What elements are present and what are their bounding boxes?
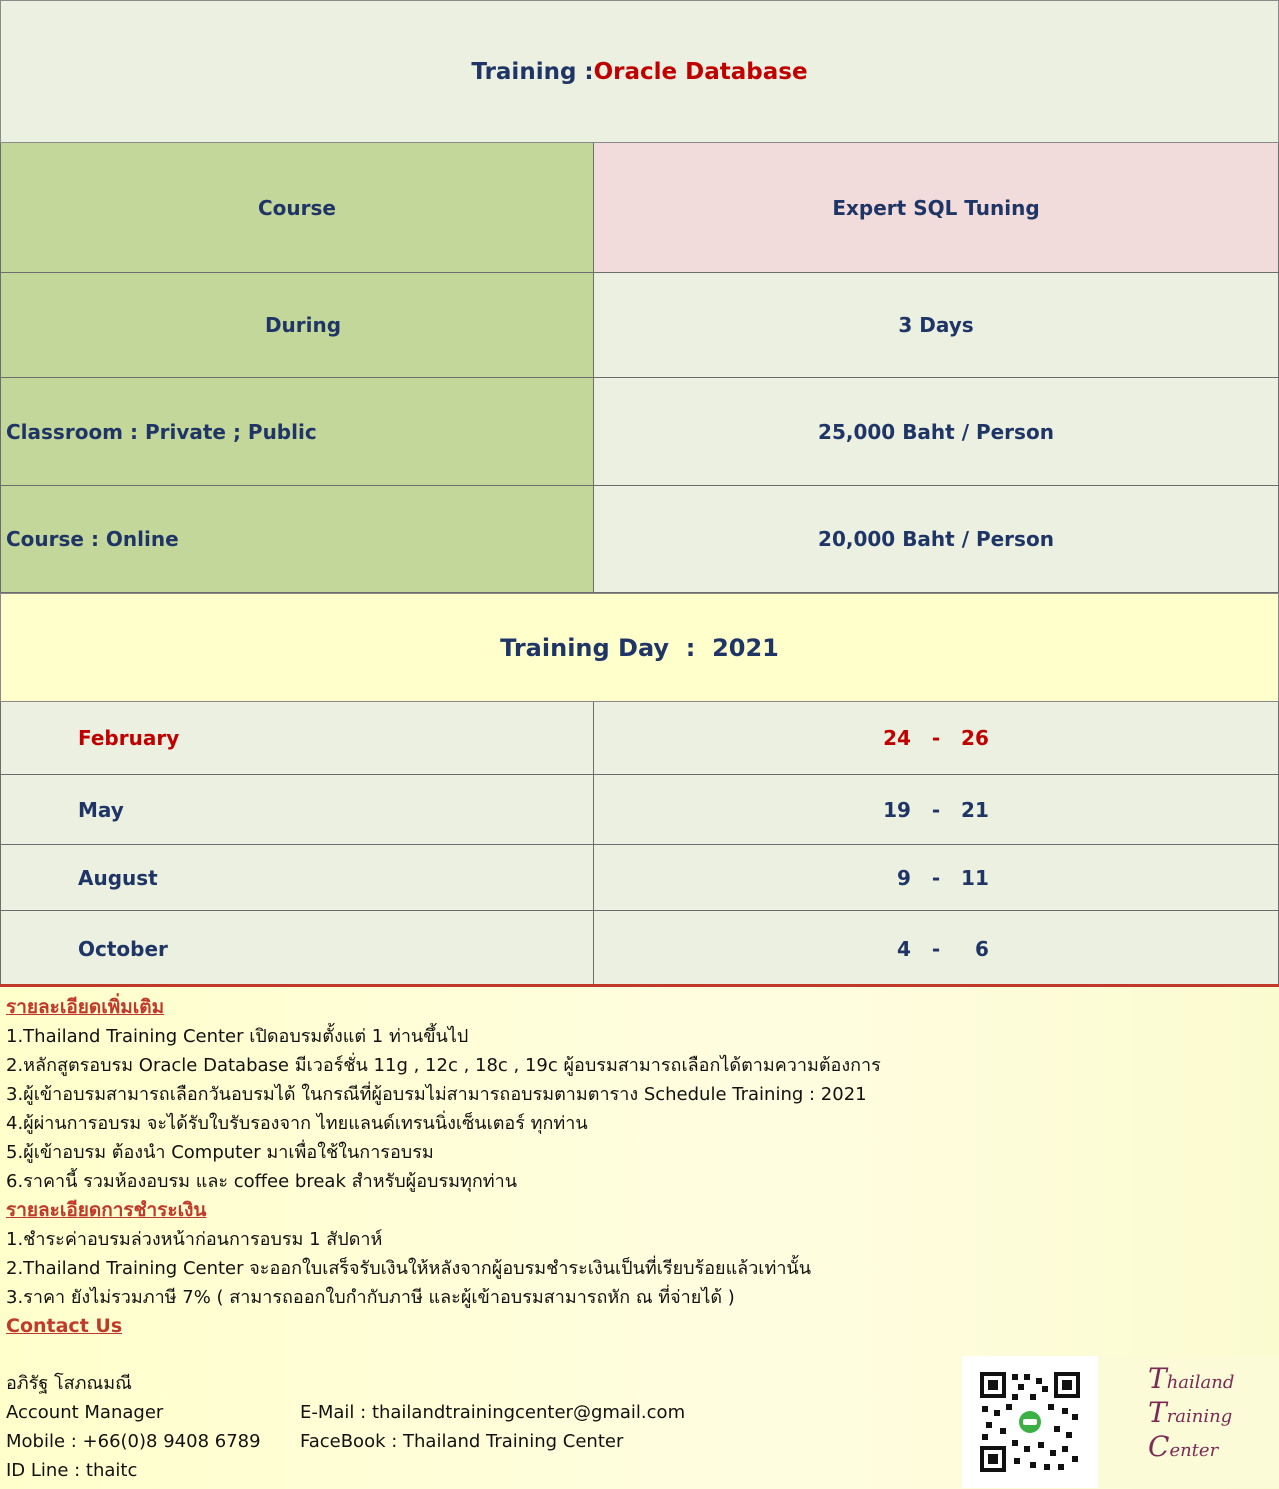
contact-name: อภิรัฐ โสภณมณี xyxy=(6,1373,132,1394)
schedule-table xyxy=(0,702,1279,987)
schedule-row xyxy=(0,775,1279,845)
title-label: Training : xyxy=(471,58,594,85)
title-value: Oracle Database xyxy=(593,58,808,85)
course-info-table xyxy=(0,143,1279,593)
contact-mobile: Mobile : +66(0)8 9408 6789 xyxy=(6,1431,261,1452)
contact-role: Account Manager xyxy=(6,1402,164,1423)
info-label: During xyxy=(0,273,594,377)
schedule-month: October xyxy=(0,911,594,986)
schedule-month: August xyxy=(0,845,594,910)
info-label: Course : Online xyxy=(0,486,594,592)
logo-line-3: Center xyxy=(1148,1430,1219,1463)
info-value: 25,000 Baht / Person xyxy=(594,378,1279,485)
contact-right xyxy=(300,1369,685,1456)
schedule-month: May xyxy=(0,775,594,844)
logo-line-1: Thailand xyxy=(1148,1362,1235,1395)
contact-facebook[interactable]: FaceBook : Thailand Training Center xyxy=(300,1431,624,1452)
info-row-course xyxy=(0,143,1279,273)
training-day-heading: Training Day : 2021 xyxy=(0,593,1279,702)
schedule-dates: 4 - 6 xyxy=(594,911,1279,986)
contact-heading[interactable]: Contact Us xyxy=(6,1315,123,1337)
details-item: 1.Thailand Training Center เปิดอบรมตั้งแต่ 1 ท่านขึ้นไป xyxy=(6,1026,469,1047)
payment-item: 2.Thailand Training Center จะออกใบเสร็จรับเงินให้หลังจากผู้อบรมชำระเงินเป็นที่เรียบร้อยแล้วเท่านั้น xyxy=(6,1258,812,1279)
payment-item: 3.ราคา ยังไม่รวมภาษี 7% ( สามารถออกใบกำกับภาษี และผู้เข้าอบรมสามารถหัก ณ ที่จ่ายได้ ) xyxy=(6,1287,735,1308)
details-section xyxy=(0,984,1279,1489)
schedule-row xyxy=(0,702,1279,775)
info-row-classroom xyxy=(0,378,1279,486)
info-row-during xyxy=(0,273,1279,378)
schedule-dates: 24 - 26 xyxy=(594,702,1279,774)
contact-left xyxy=(6,1369,261,1485)
contact-email[interactable]: E-Mail : thailandtrainingcenter@gmail.com xyxy=(300,1402,686,1423)
title-band xyxy=(0,0,1279,143)
payment-heading: รายละเอียดการชำระเงิน xyxy=(6,1199,207,1221)
schedule-dates: 19 - 21 xyxy=(594,775,1279,844)
schedule-row xyxy=(0,911,1279,987)
contact-line-id: ID Line : thaitc xyxy=(6,1460,138,1481)
info-value: 3 Days xyxy=(594,273,1279,377)
info-value: 20,000 Baht / Person xyxy=(594,486,1279,592)
logo-line-2: Training xyxy=(1148,1396,1233,1429)
info-label: Course xyxy=(0,143,594,272)
qr-code-graphic xyxy=(978,1370,1082,1474)
details-item: 5.ผู้เข้าอบรม ต้องนำ Computer มาเพื่อใช้ในการอบรม xyxy=(6,1142,434,1163)
info-row-online xyxy=(0,486,1279,593)
company-logo xyxy=(1098,1356,1279,1488)
details-item: 2.หลักสูตรอบรม Oracle Database มีเวอร์ชั่น 11g , 12c , 18c , 19c ผู้อบรมสามารถเลือกได้ตามความต้องการ xyxy=(6,1055,881,1076)
info-value: Expert SQL Tuning xyxy=(594,143,1279,272)
info-label: Classroom : Private ; Public xyxy=(0,378,594,485)
qr-code-icon xyxy=(962,1356,1098,1488)
details-item: 3.ผู้เข้าอบรมสามารถเลือกวันอบรมได้ ในกรณีที่ผู้อบรมไม่สามารถอบรมตามตาราง Schedule Training : 2021 xyxy=(6,1084,867,1105)
details-heading: รายละเอียดเพิ่มเติม xyxy=(6,996,165,1018)
schedule-row xyxy=(0,845,1279,911)
schedule-month: February xyxy=(0,702,594,774)
details-item: 4.ผู้ผ่านการอบรม จะได้รับใบรับรองจาก ไทยแลนด์เทรนนิ่งเซ็นเตอร์ ทุกท่าน xyxy=(6,1113,588,1134)
details-item: 6.ราคานี้ รวมห้องอบรม และ coffee break สำหรับผู้อบรมทุกท่าน xyxy=(6,1171,518,1192)
payment-item: 1.ชำระค่าอบรมล่วงหน้าก่อนการอบรม 1 สัปดาห์ xyxy=(6,1229,383,1250)
schedule-dates: 9 - 11 xyxy=(594,845,1279,910)
